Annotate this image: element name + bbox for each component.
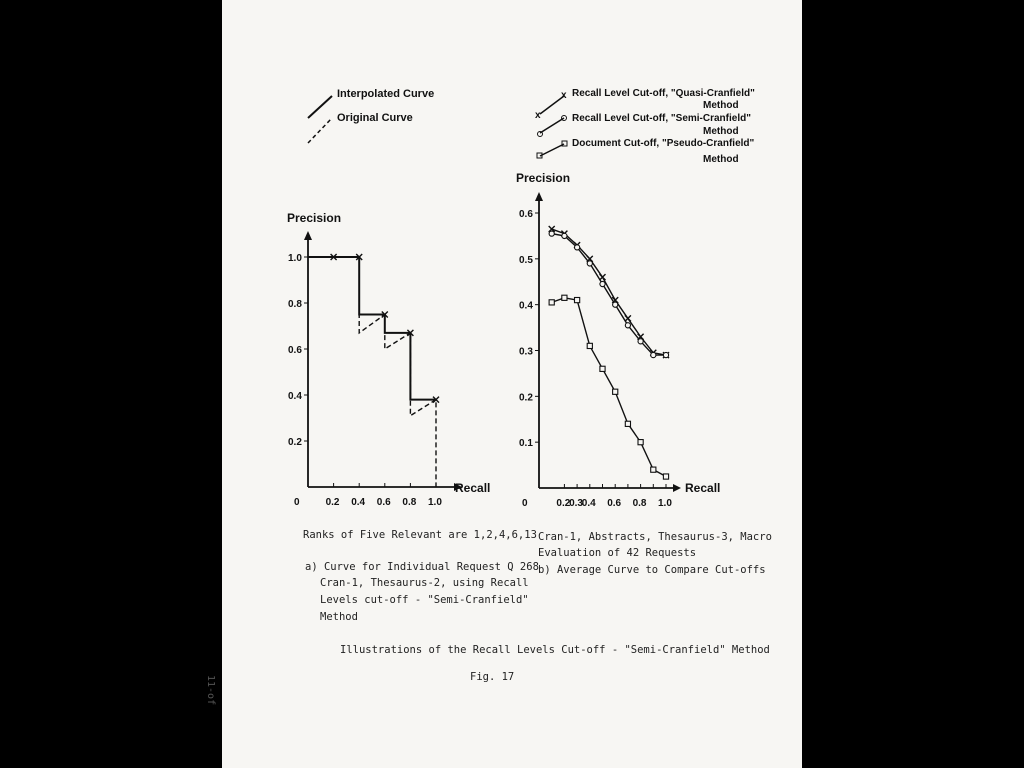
legend-interpolated-label: Interpolated Curve (337, 88, 435, 100)
legend-semi-line1: Recall Level Cut-off, "Semi-Cranfield" (572, 113, 751, 124)
semi-point (651, 352, 656, 357)
pseudo-point (625, 421, 630, 426)
y-tick-label: 0.5 (519, 254, 533, 266)
x-axis-label: Recall (685, 481, 721, 495)
x-tick-label: 0.6 (376, 497, 391, 508)
y-tick-label: 0.8 (288, 299, 302, 310)
x-tick-label: 0.2 (325, 497, 340, 508)
y-tick-label: 0.4 (288, 391, 302, 402)
pseudo-point (651, 467, 656, 472)
caption-a-line1: a) Curve for Individual Request Q 268 (305, 561, 539, 573)
x-tick-label: 0.6 (607, 498, 622, 509)
x-tick-label: 0.8 (402, 497, 417, 508)
pseudo-point (575, 297, 580, 302)
y-axis-label: Precision (287, 211, 342, 225)
figure-title: Illustrations of the Recall Levels Cut-off - "Semi-Cranfield" Method (340, 644, 770, 656)
caption-a-line3: Levels cut-off - "Semi-Cranfield" (320, 594, 529, 606)
y-axis-label: Precision (516, 171, 571, 185)
semi-point (562, 233, 567, 238)
pseudo-point (587, 343, 592, 348)
legend-pseudo-line2: Method (703, 154, 739, 165)
y-tick-label: 0.2 (519, 392, 533, 404)
series-line-o (552, 234, 666, 355)
y-tick-label: 0.6 (288, 345, 302, 356)
x-tick-label: 0.4 (581, 498, 596, 509)
semi-point (575, 245, 580, 250)
x-tick-label: 0 (294, 497, 300, 508)
x-tick-label: 1.0 (658, 498, 672, 509)
x-axis-label: Recall (455, 481, 491, 495)
margin-note: 11-of (205, 675, 216, 706)
quasi-point (600, 274, 606, 280)
x-tick-label: 0.2 (556, 498, 571, 509)
x-tick-label: 0 (522, 498, 528, 509)
caption-b-line2: Evaluation of 42 Requests (538, 547, 697, 559)
pseudo-point (600, 366, 605, 371)
legend-quasi-line1: Recall Level Cut-off, "Quasi-Cranfield" (572, 88, 755, 99)
semi-point (549, 231, 554, 236)
pseudo-point (613, 389, 618, 394)
quasi-point (625, 315, 631, 321)
caption-a-line2: Cran-1, Thesaurus-2, using Recall (320, 577, 529, 589)
x-tick-label: 0.8 (632, 498, 647, 509)
pseudo-point (663, 474, 668, 479)
legend-quasi-line2: Method (703, 100, 739, 111)
x-tick-label: 0.4 (351, 497, 366, 508)
x-axis-arrow (673, 484, 681, 492)
semi-point (663, 352, 668, 357)
semi-point (625, 323, 630, 328)
svg-text:x: x (561, 90, 567, 101)
y-tick-label: 0.4 (519, 300, 533, 312)
x-tick-label: 1.0 (428, 497, 442, 508)
x-marker-icon: x (535, 110, 541, 121)
pseudo-point (562, 295, 567, 300)
y-tick-label: 0.2 (288, 437, 302, 448)
y-tick-label: 0.1 (519, 438, 533, 450)
series-line-x (552, 229, 666, 355)
semi-point (600, 281, 605, 286)
y-tick-label: 0.3 (519, 346, 533, 358)
caption-b-line3: b) Average Curve to Compare Cut-offs (538, 564, 766, 576)
caption-b-line1: Cran-1, Abstracts, Thesaurus-3, Macro (538, 531, 772, 543)
legend-pseudo-line1: Document Cut-off, "Pseudo-Cranfield" (572, 138, 755, 149)
legend-semi-line2: Method (703, 126, 739, 137)
legend-original-label: Original Curve (337, 112, 413, 124)
y-tick-label: 0.6 (519, 209, 533, 220)
semi-point (638, 339, 643, 344)
pseudo-point (638, 440, 643, 445)
pseudo-point (549, 300, 554, 305)
caption-a-line4: Method (320, 611, 358, 623)
y-tick-label: 1.0 (288, 253, 302, 264)
series-line-square (552, 298, 666, 477)
semi-point (587, 261, 592, 266)
y-axis-arrow (535, 192, 543, 201)
caption-a-ranks: Ranks of Five Relevant are 1,2,4,6,13 (303, 529, 537, 541)
figure-number: Fig. 17 (470, 671, 515, 683)
x-tick-label: 0.3 (569, 498, 584, 509)
semi-point (613, 302, 618, 307)
